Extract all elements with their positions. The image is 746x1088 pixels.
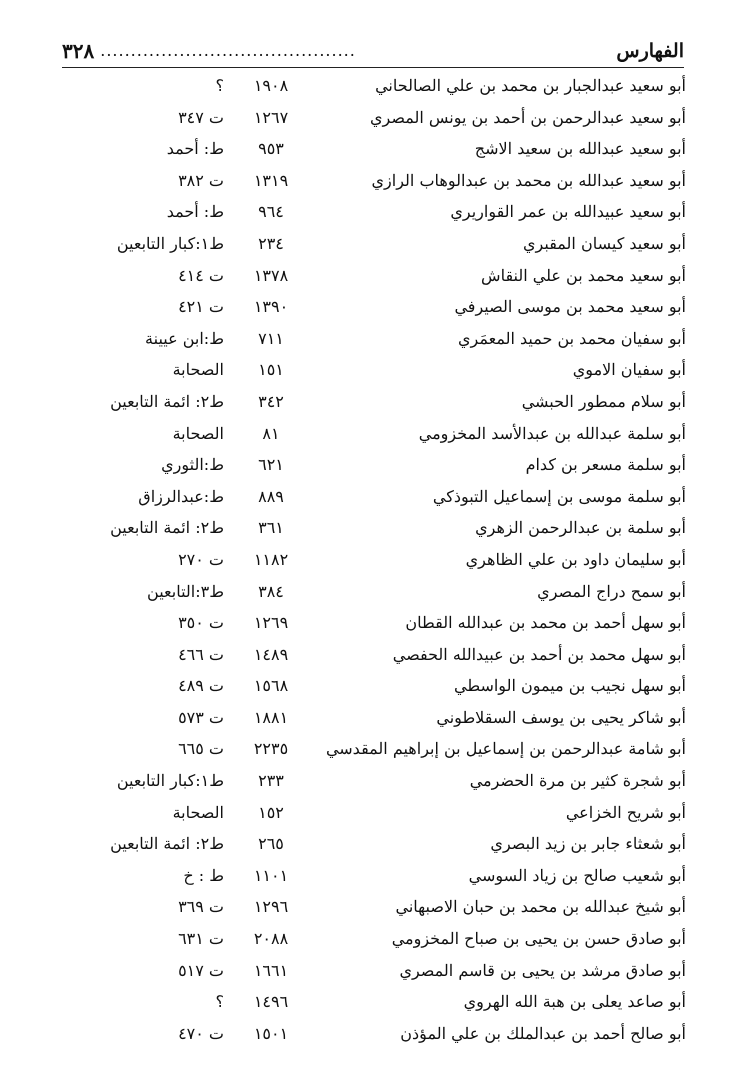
page-number: ٣٢٨	[62, 39, 95, 63]
entry-note: ت ٥١٧	[178, 960, 224, 980]
entry-note: ط:ابن عيينة	[145, 328, 224, 348]
entry-name: أبو سعيد عبدالله بن محمد بن عبدالوهاب الرازي	[371, 170, 686, 190]
entry-name: أبو شعثاء جابر بن زيد البصري	[490, 834, 686, 854]
entry-note: ط٢: ائمة التابعين	[110, 518, 224, 538]
index-entry	[0, 481, 746, 513]
index-entry	[0, 196, 746, 228]
entry-name: أبو سعيد عبيدالله بن عمر القواريري	[450, 202, 686, 222]
index-entry	[0, 354, 746, 386]
entry-note: ت ٣٨٢	[178, 170, 224, 190]
entry-number: ٩٥٣	[258, 139, 284, 159]
index-entry	[0, 323, 746, 355]
header-leader-dots: ..........................................	[100, 41, 356, 60]
index-entry	[0, 133, 746, 165]
entry-number: ١٩٠٨	[253, 76, 289, 95]
entry-name: أبو شامة عبدالرحمن بن إسماعيل بن إبراهيم المقدسي	[325, 739, 686, 759]
entry-note: ت ٤٦٦	[178, 644, 224, 664]
index-entry	[0, 639, 746, 671]
entry-number: ٨١	[262, 423, 280, 443]
entry-note: ت ٥٧٣	[178, 707, 224, 727]
entry-name: أبو شعيب صالح بن زياد السوسي	[468, 865, 686, 885]
entry-note: ت ٤٢١	[178, 297, 224, 317]
entry-name: أبو صالح أحمد بن عبدالملك بن علي المؤذن	[400, 1023, 686, 1043]
page-header	[62, 36, 684, 66]
entry-note: ط:الثوري	[161, 455, 224, 475]
index-entry	[0, 576, 746, 608]
index-entry	[0, 102, 746, 134]
entry-note: ت ٣٤٧	[178, 107, 224, 127]
index-entry	[0, 765, 746, 797]
entry-name: أبو شاكر يحيى بن يوسف السقلاطوني	[436, 707, 686, 727]
entry-number: ١٣٧٨	[253, 265, 289, 285]
index-entry	[0, 386, 746, 418]
index-entries	[0, 70, 746, 1049]
index-entry	[0, 291, 746, 323]
entry-name: أبو صادق حسن بن يحيى بن صباح المخزومي	[391, 929, 686, 949]
entry-number: ١٢٦٧	[253, 107, 289, 127]
index-entry	[0, 986, 746, 1018]
entry-note: ت ٣٦٩	[178, 897, 224, 917]
entry-name: أبو سهل أحمد بن محمد بن عبدالله القطان	[405, 613, 686, 633]
entry-note: ؟	[215, 76, 224, 95]
entry-name: أبو سلمة بن عبدالرحمن الزهري	[475, 518, 686, 538]
entry-name: أبو صاعد يعلى بن هبة الله الهروي	[463, 992, 686, 1012]
index-entry	[0, 797, 746, 829]
entry-note: ط: أحمد	[166, 139, 224, 159]
index-entry	[0, 1018, 746, 1050]
entry-name: أبو شريح الخزاعي	[565, 802, 686, 822]
entry-name: أبو سمح دراج المصري	[537, 581, 686, 601]
entry-number: ١٢٦٩	[253, 613, 289, 633]
entry-number: ١٦٦١	[253, 960, 289, 980]
index-entry	[0, 512, 746, 544]
entry-number: ٦٢١	[258, 455, 284, 475]
entry-number: ٩٦٤	[258, 202, 284, 222]
index-entry	[0, 891, 746, 923]
entry-name: أبو سعيد محمد بن موسى الصيرفي	[454, 297, 686, 317]
entry-number: ١٥٦٨	[253, 676, 289, 696]
index-entry	[0, 260, 746, 292]
entry-note: ط : خ	[183, 865, 224, 885]
entry-name: أبو صادق مرشد بن يحيى بن قاسم المصري	[399, 960, 686, 980]
entry-note: ط٣:التابعين	[147, 581, 224, 601]
entry-note: الصحابة	[172, 423, 224, 443]
entry-number: ١٢٩٦	[253, 897, 289, 917]
entry-number: ١١٨٢	[253, 549, 289, 569]
entry-name: أبو سلمة مسعر بن كدام	[525, 455, 686, 475]
entry-number: ٢٢٣٥	[253, 739, 289, 759]
entry-number: ١٣٩٠	[253, 297, 289, 317]
entry-name: أبو سهل نجيب بن ميمون الواسطي	[453, 676, 686, 696]
index-entry	[0, 923, 746, 955]
entry-note: ت ٢٧٠	[178, 549, 224, 569]
index-entry	[0, 828, 746, 860]
entry-note: ط:عبدالرزاق	[138, 486, 224, 506]
entry-name: أبو سلام ممطور الحبشي	[521, 391, 686, 411]
entry-number: ٢٠٨٨	[253, 929, 289, 949]
index-entry	[0, 670, 746, 702]
entry-name: أبو سعيد كيسان المقبري	[523, 233, 686, 253]
entry-name: أبو سليمان داود بن علي الظاهري	[465, 549, 686, 569]
index-entry	[0, 733, 746, 765]
index-entry	[0, 544, 746, 576]
entry-number: ٣٨٤	[258, 581, 284, 601]
entry-note: ت ٦٣١	[178, 929, 224, 949]
entry-name: أبو سفيان محمد بن حميد المعمَري	[458, 328, 686, 348]
entry-name: أبو سلمة عبدالله بن عبدالأسد المخزومي	[418, 423, 686, 443]
entry-note: ط٢: ائمة التابعين	[110, 834, 224, 854]
entry-note: ؟	[215, 992, 224, 1012]
entry-number: ٨٨٩	[258, 486, 284, 506]
index-entry	[0, 955, 746, 987]
entry-note: ت ٤٧٠	[178, 1023, 224, 1043]
index-entry	[0, 165, 746, 197]
entry-name: أبو شيخ عبدالله بن محمد بن حبان الاصبهاني	[395, 897, 686, 917]
entry-number: ١٨٨١	[253, 707, 289, 727]
entry-name: أبو سعيد عبدالله بن سعيد الاشج	[474, 139, 686, 159]
entry-note: ط١:كبار التابعين	[116, 771, 224, 791]
entry-number: ٣٤٢	[258, 391, 284, 411]
entry-number: ١٥٠١	[253, 1023, 289, 1043]
entry-number: ١٣١٩	[253, 170, 289, 190]
entry-number: ١٤٩٦	[253, 992, 289, 1012]
section-title: الفهارس	[616, 40, 684, 62]
entry-note: ط٢: ائمة التابعين	[110, 391, 224, 411]
entry-name: أبو سلمة موسى بن إسماعيل التبوذكي	[432, 486, 686, 506]
index-entry	[0, 607, 746, 639]
entry-note: ت ٤٨٩	[178, 676, 224, 696]
entry-number: ١٥١	[258, 360, 284, 380]
entry-name: أبو شجرة كثير بن مرة الحضرمي	[469, 771, 686, 791]
entry-number: ٢٣٣	[258, 771, 284, 791]
entry-note: الصحابة	[172, 802, 224, 822]
entry-number: ٢٣٤	[258, 233, 284, 253]
entry-name: أبو سعيد محمد بن علي النقاش	[481, 265, 686, 285]
entry-note: ت ٤١٤	[178, 265, 224, 285]
index-entry	[0, 449, 746, 481]
entry-note: ت ٦٦٥	[178, 739, 224, 759]
index-entry	[0, 228, 746, 260]
entry-number: ٢٦٥	[258, 834, 284, 854]
entry-name: أبو سعيد عبدالرحمن بن أحمد بن يونس المصري	[370, 107, 686, 127]
entry-name: أبو سعيد عبدالجبار بن محمد بن علي الصالحاني	[375, 76, 686, 95]
index-entry	[0, 70, 746, 102]
index-entry	[0, 860, 746, 892]
entry-number: ١١٠١	[253, 865, 289, 885]
entry-number: ٧١١	[258, 328, 284, 348]
entry-name: أبو سفيان الاموي	[572, 360, 686, 380]
entry-number: ٣٦١	[258, 518, 284, 538]
entry-note: ت ٣٥٠	[178, 613, 224, 633]
header-rule	[62, 67, 684, 68]
entry-note: ط١:كبار التابعين	[116, 233, 224, 253]
entry-name: أبو سهل محمد بن أحمد بن عبيدالله الحفصي	[392, 644, 686, 664]
entry-note: الصحابة	[172, 360, 224, 380]
entry-number: ١٥٢	[258, 802, 284, 822]
entry-number: ١٤٨٩	[253, 644, 289, 664]
index-entry	[0, 418, 746, 450]
entry-note: ط: أحمد	[166, 202, 224, 222]
index-entry	[0, 702, 746, 734]
